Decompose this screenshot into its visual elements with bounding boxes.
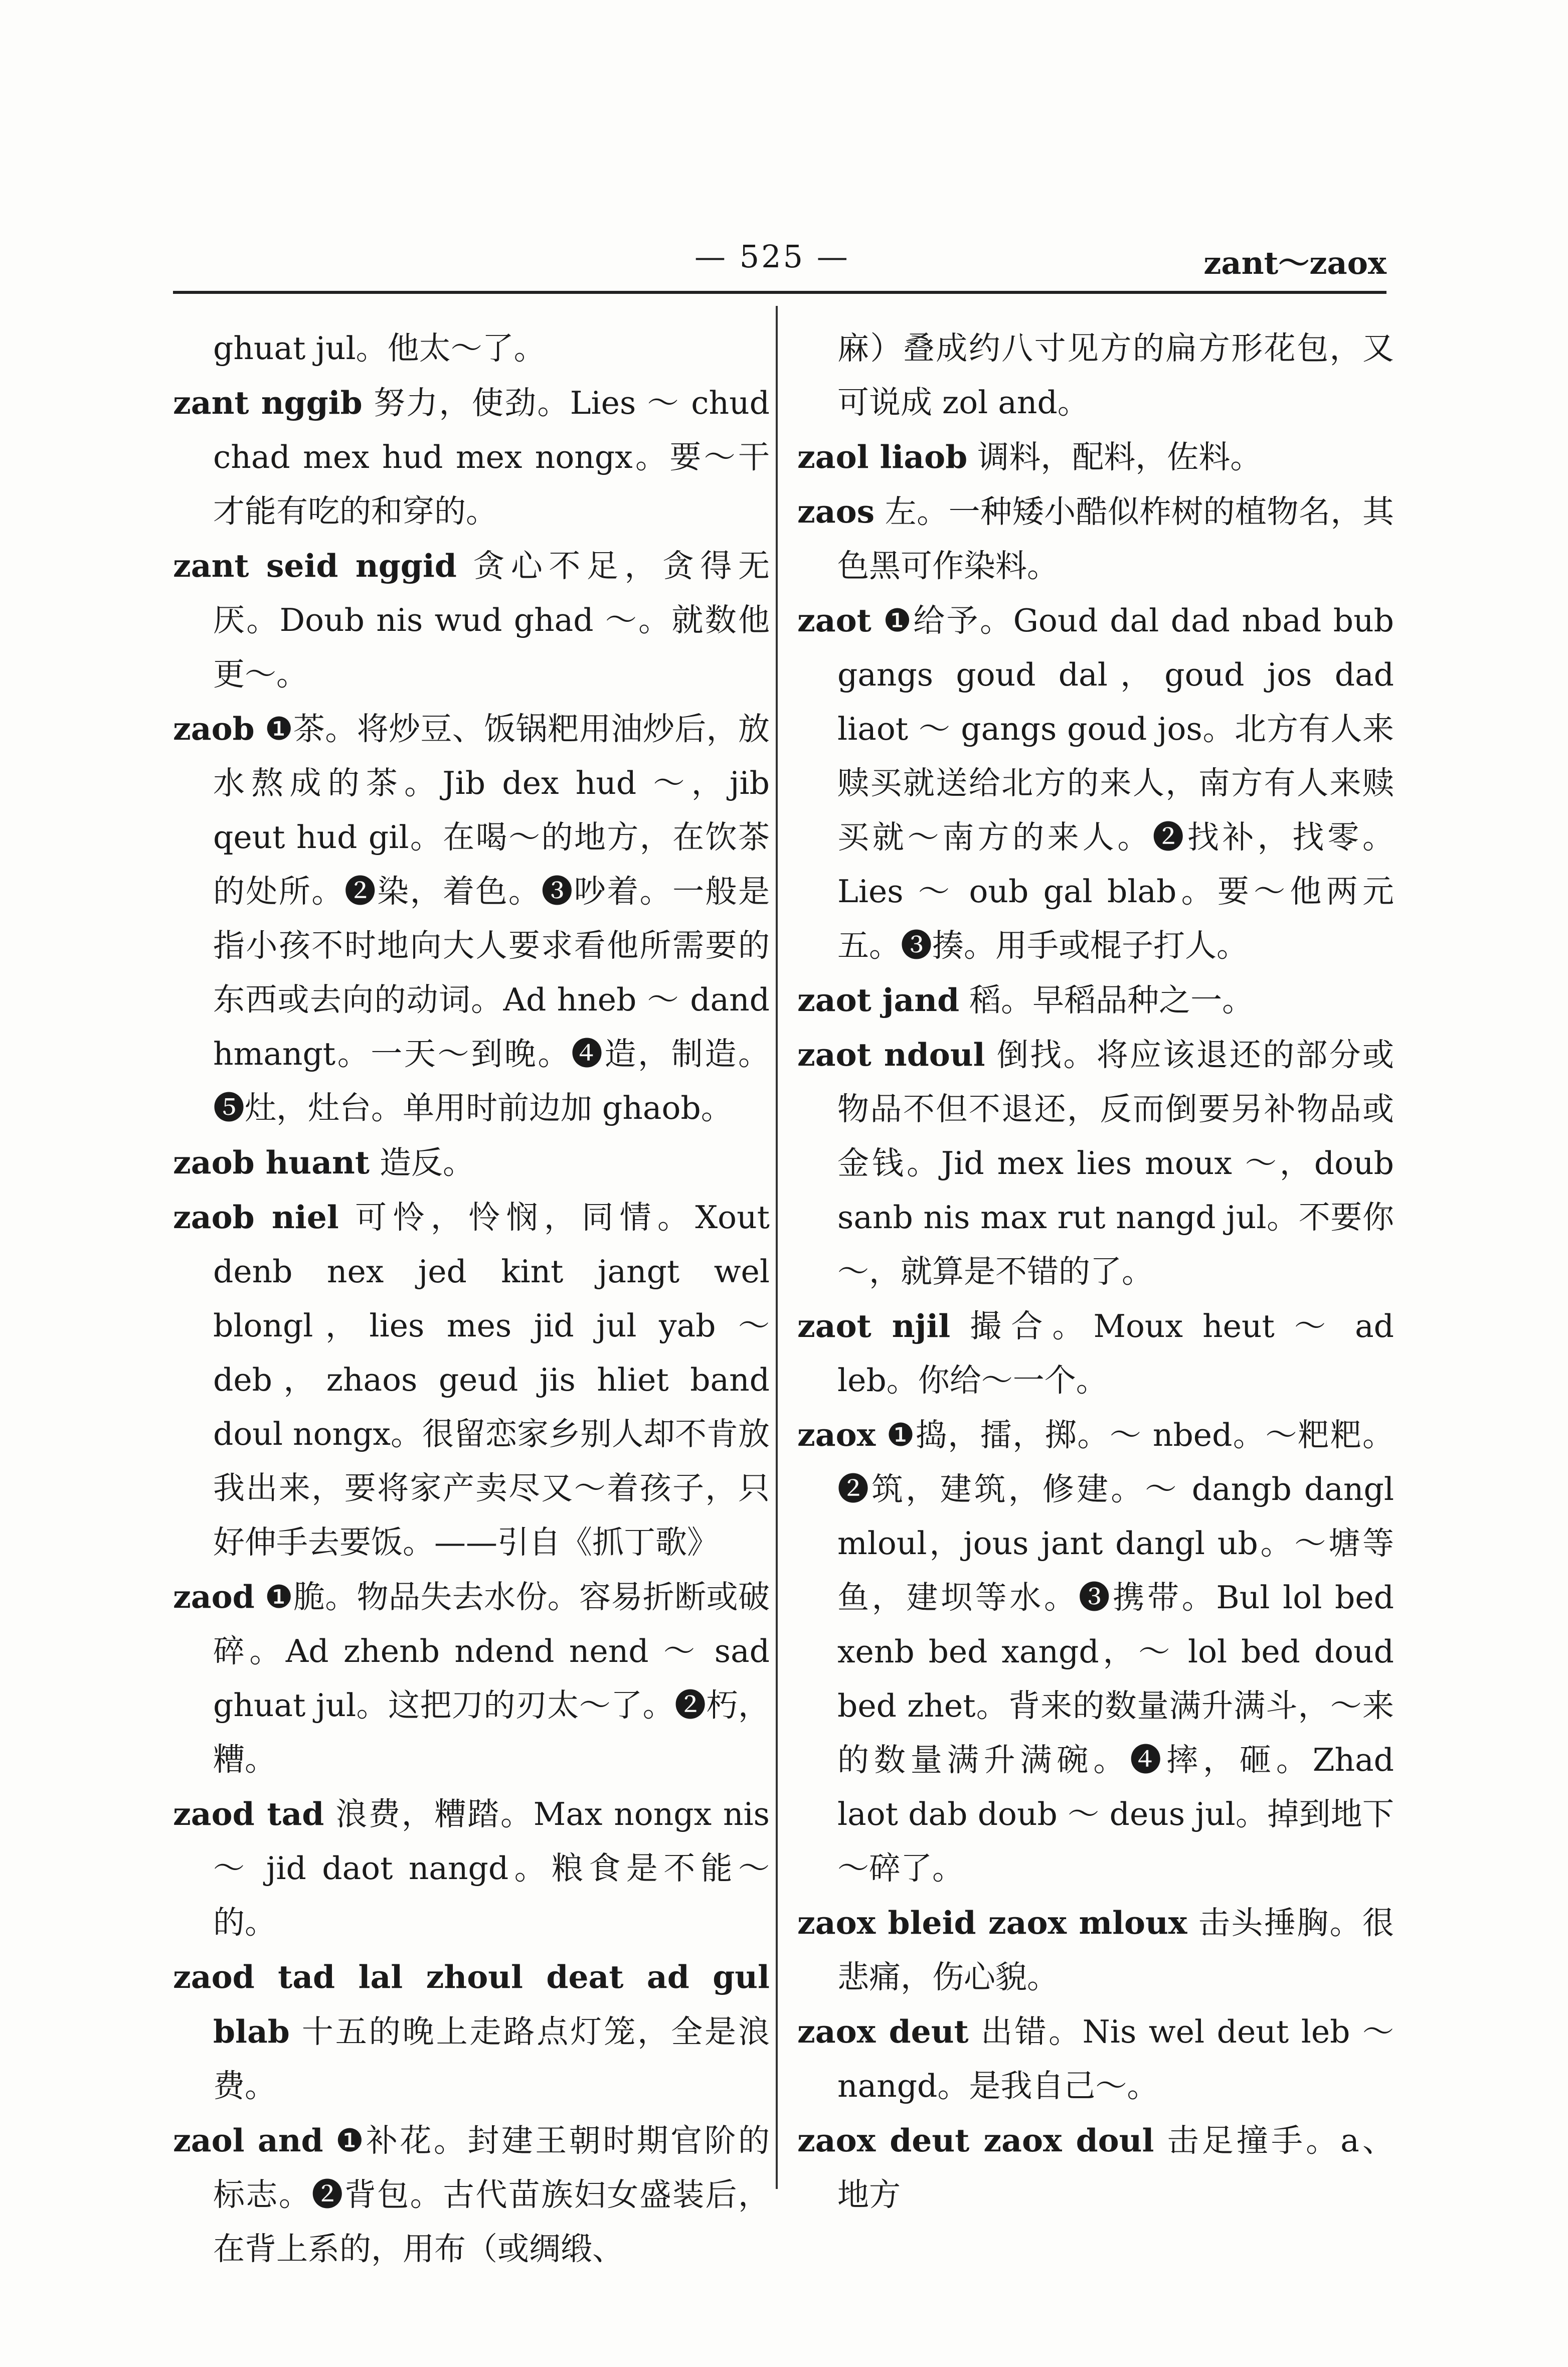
entry-headword: zaox bleid zaox mloux	[797, 1904, 1187, 1941]
entry-definition: 击足撞手。a、地方	[837, 2122, 1394, 2213]
dictionary-entry	[173, 1787, 770, 1950]
dictionary-entry	[173, 539, 770, 702]
dictionary-entry	[173, 1950, 770, 2113]
entry-definition: 撮合。Moux heut ～ ad leb。你给～一个。	[837, 1308, 1394, 1399]
entry-headword: zant seid nggid	[173, 547, 457, 584]
entry-headword: zaos	[797, 493, 875, 530]
dictionary-entry	[797, 1299, 1394, 1408]
entry-definition: 十五的晚上走路点灯笼，全是浪费。	[213, 2013, 770, 2104]
entry-definition: ❶脆。物品失去水份。容易折断或破碎。Ad zhenb ndend nend ～ sad ghuat jul。这把刀的刃太～了。❷朽，糟。	[213, 1579, 770, 1778]
entry-headword: zaod tad	[173, 1795, 324, 1832]
entry-headword: zaox deut	[797, 2013, 969, 2050]
running-head: zant～zaox	[1203, 245, 1386, 281]
entry-definition: 左。一种矮小酷似柞树的植物名，其色黑可作染料。	[837, 493, 1394, 584]
entry-definition: ghuat jul。他太～了。	[213, 330, 546, 367]
dictionary-entry	[173, 1190, 770, 1570]
dictionary-entry	[797, 1028, 1394, 1299]
entry-headword: zaod	[173, 1578, 255, 1615]
entry-headword: zant nggib	[173, 384, 363, 421]
dictionary-entry	[173, 321, 770, 376]
entry-definition: 击头捶胸。很悲痛，伤心貌。	[837, 1905, 1394, 1995]
entry-headword: zaol liaob	[797, 438, 968, 475]
page-number: — 525 —	[694, 238, 850, 275]
entry-headword: zaox	[797, 1416, 876, 1453]
entry-headword: zaob niel	[173, 1199, 339, 1236]
column-divider	[776, 306, 778, 2189]
entry-definition: ❶补花。封建王朝时期官阶的标志。❷背包。古代苗族妇女盛装后，在背上系的，用布（或绸缎、	[213, 2122, 770, 2267]
dictionary-entry	[173, 376, 770, 539]
dictionary-entry	[797, 973, 1394, 1028]
dictionary-entry	[797, 1896, 1394, 2004]
entry-definition: 倒找。将应该退还的部分或物品不但不退还，反而倒要另补物品或金钱。Jid mex lies moux ～，doub sanb nis max rut nangd jul。不要你～，就算是不错的了。	[837, 1037, 1395, 1290]
page-header	[173, 221, 1386, 291]
entry-headword: zaod tad lal zhoul deat ad gul blab	[173, 1958, 770, 2050]
dictionary-entry	[797, 2004, 1394, 2113]
entry-headword: zaot	[797, 602, 872, 639]
entry-headword: zaot ndoul	[797, 1036, 985, 1073]
entry-definition: 调料，配料，佐料。	[967, 439, 1262, 475]
entry-definition: 努力，使劲。Lies ～ chud chad mex hud mex nongx。要～干才能有吃的和穿的。	[213, 385, 770, 530]
dictionary-entry	[797, 430, 1394, 484]
entry-definition: 浪费，糟踏。Max nongx nis ～ jid daot nangd。粮食是不能～的。	[213, 1796, 770, 1941]
dictionary-entry	[173, 702, 770, 1135]
entry-headword: zaob huant	[173, 1144, 370, 1181]
right-column	[797, 321, 1394, 2222]
entry-headword: zaot njil	[797, 1307, 951, 1344]
entry-definition: 造反。	[369, 1144, 474, 1181]
entry-definition: 出错。Nis wel deut leb ～ nangd。是我自己～。	[837, 2013, 1394, 2104]
dictionary-entry	[173, 1135, 770, 1190]
left-column	[173, 321, 770, 2276]
entry-headword: zaob	[173, 710, 255, 747]
dictionary-entry	[173, 2113, 770, 2276]
entry-definition: 麻）叠成约八寸见方的扁方形花包，又可说成 zol and。	[837, 330, 1394, 421]
entry-definition: ❶捣，擂，掷。～ nbed。～粑粑。❷筑，建筑，修建。～ dangb dangl mloul，jous jant dangl ub。～塘等鱼，建坝等水。❸携带。Bul lol bed xenb bed xangd，～ lol bed doud bed zhet。背来的数量满升满斗，～来的数量满升满碗。❹摔，砸。Zhad laot dab doub ～ deus jul。掉到地下～碎了。	[837, 1417, 1394, 1887]
header-rule	[173, 291, 1386, 294]
dictionary-entry	[797, 484, 1394, 593]
entry-headword: zaot jand	[797, 981, 960, 1019]
dictionary-entry	[797, 593, 1394, 973]
dictionary-entry	[797, 321, 1394, 430]
entry-definition: 稻。早稻品种之一。	[959, 982, 1254, 1019]
entry-headword: zaol and	[173, 2122, 323, 2159]
entry-definition: ❶给予。Goud dal dad nbad bub gangs goud dal，goud jos dad liaot ～ gangs goud jos。北方有人来赎买就送给北方的来人，南方有人来赎买就～南方的来人。❷找补，找零。Lies ～ oub gal blab。要～他两元五。❸揍。用手或棍子打人。	[837, 602, 1394, 964]
entry-definition: ❶茶。将炒豆、饭锅粑用油炒后，放水熬成的茶。Jib dex hud ～，jib qeut hud gil。在喝～的地方，在饮茶的处所。❷染，着色。❸吵着。一般是指小孩不时地向大人要求看他所需要的东西或去向的动词。Ad hneb ～ dand hmangt。一天～到晚。❹造，制造。❺灶，灶台。单用时前边加 ghaob。	[213, 711, 770, 1126]
dictionary-entry	[173, 1570, 770, 1787]
entry-definition: 贪心不足，贪得无厌。Doub nis wud ghad ～。就数他更～。	[213, 548, 770, 693]
entry-headword: zaox deut zaox doul	[797, 2122, 1154, 2159]
dictionary-entry	[797, 2113, 1394, 2222]
entry-definition: 可怜，怜悯，同情。Xout denb nex jed kint jangt wel blongl，lies mes jid jul yab ～ deb，zhaos geud jis hliet band doul nongx。很留恋家乡别人却不肯放我出来，要将家产卖尽又～着孩子，只好伸手去要饭。——引自《抓丁歌》	[213, 1199, 770, 1561]
dictionary-entry	[797, 1408, 1394, 1896]
